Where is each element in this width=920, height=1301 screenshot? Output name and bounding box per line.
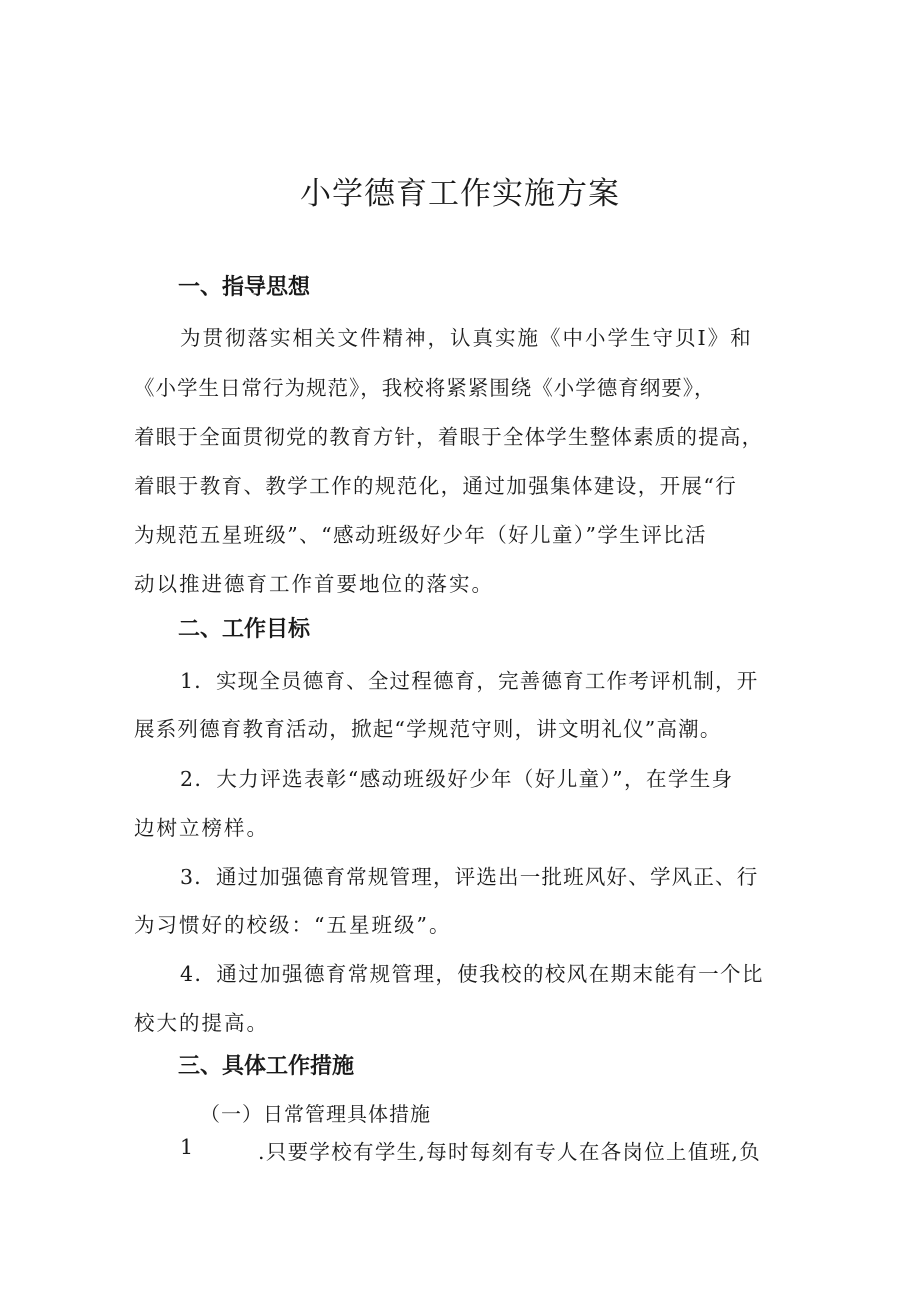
measure-item-number: 1 — [180, 1135, 194, 1159]
paragraph-line: 着眼于教育、教学工作的规范化，通过加强集体建设，开展“行 — [134, 474, 738, 498]
subsection-heading: （一）日常管理具体措施 — [200, 1102, 431, 1126]
section-heading-guiding: 一、指导思想 — [178, 275, 311, 300]
goal-item-line: 边树立榜样。 — [134, 816, 269, 840]
paragraph-line: 为贯彻落实相关文件精神，认真实施《中小学生守贝I》和 — [180, 326, 753, 350]
paragraph-line: 动以推进德育工作首要地位的落实。 — [134, 572, 494, 596]
section-heading-goals: 二、工作目标 — [178, 617, 311, 642]
goal-item-line: 3．通过加强德育常规管理，评选出一批班风好、学风正、行 — [180, 865, 759, 889]
paragraph-line: 《小学生日常行为规范》，我校将紧紧围绕《小学德育纲要》， — [134, 376, 716, 400]
goal-item-line: 校大的提高。 — [134, 1011, 269, 1035]
page-title: 小学德育工作实施方案 — [300, 176, 620, 212]
paragraph-line: 为规范五星班级”、“感动班级好少年（好儿童）”学生评比活 — [134, 523, 707, 547]
goal-item-line: 2．大力评选表彰“感动班级好少年（好儿童）”，在学生身 — [180, 767, 734, 791]
paragraph-line: 着眼于全面贯彻党的教育方针，着眼于全体学生整体素质的提高， — [134, 425, 764, 449]
goal-item-line: 1．实现全员德育、全过程德育，完善德育工作考评机制，开 — [180, 669, 759, 693]
goal-item-line: 为习惯好的校级：“五星班级”。 — [134, 913, 452, 937]
section-heading-measures: 三、具体工作措施 — [178, 1054, 355, 1079]
measure-item-text: .只要学校有学生,每时每刻有专人在各岗位上值班,负 — [258, 1140, 762, 1164]
goal-item-line: 4．通过加强德育常规管理，使我校的校风在期末能有一个比 — [180, 962, 764, 986]
goal-item-line: 展系列德育教育活动，掀起“学规范守则，讲文明礼仪”高潮。 — [134, 717, 722, 741]
